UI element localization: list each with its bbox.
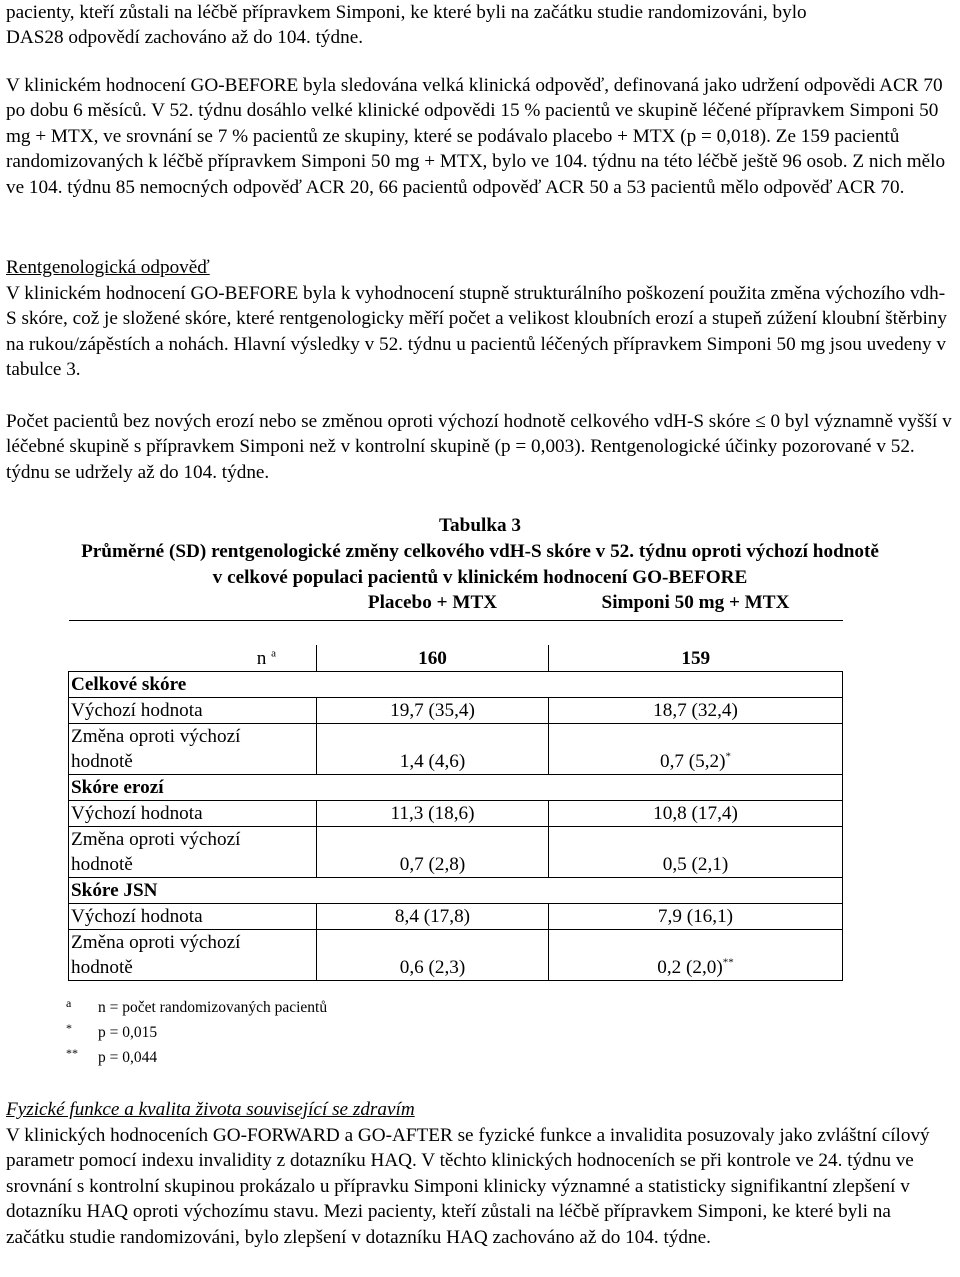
physical-section-text: V klinických hodnoceních GO-FORWARD a GO-AFTER se fyzické funkce a invalidita posuzovaly jako zvláštní cílový parametr pomocí indexu invalidity z dotazníku HAQ. V těchto klinických hodnoceních se při kontrole ve 24. týdnu ve srovnání s kontrolní skupinou prokázalo u přípravku Simponi klinicky významné a statisticky signifikantní zlepšení v dotazníku HAQ oproti výchozímu stavu. Mezi pacienty, kteří zůstali na léčbě přípravkem Simponi, ke které byli na začátku studie randomizováni, bylo zlepšení v dotazníku HAQ zachováno až do 104. týdne.	[6, 1125, 930, 1248]
table-row	[69, 930, 843, 981]
empty-cell	[317, 878, 549, 904]
table-row-group	[69, 775, 843, 801]
change-sup: *	[725, 750, 732, 763]
intro-line-1: pacienty, kteří zůstali na léčbě přípravkem Simponi, ke které byli na začátku studie randomizováni, bylo	[6, 2, 807, 23]
intro-line-2: DAS28 odpovědí zachováno až do 104. týdne.	[6, 27, 364, 49]
n-label: n	[256, 648, 267, 669]
table-row	[69, 801, 843, 827]
change-label-2: hodnotě	[71, 957, 133, 978]
table-row-group	[69, 878, 843, 904]
gap-cell	[69, 621, 317, 646]
table-row	[69, 827, 843, 878]
table-footnote	[66, 1021, 157, 1045]
radio-section-heading	[6, 255, 954, 280]
empty-cell	[317, 775, 549, 801]
n-placebo: 160	[317, 645, 549, 672]
change-label-2: hodnotě	[71, 751, 133, 772]
erosion-paragraph: Počet pacientů bez nových erozí nebo se změnou oproti výchozí hodnotě celkového vdH-S skóre ≤ 0 byl významně vyšší v léčebné skupině s přípravkem Simponi než v kontrolní skupině (p = 0,003). Rentgenologické účinky pozorované v 52. týdnu se udržely až do 104. týdne.	[6, 411, 952, 483]
baseline-label: Výchozí hodnota	[69, 801, 317, 827]
baseline-label: Výchozí hodnota	[69, 698, 317, 724]
results-table	[68, 590, 842, 981]
footnote-mark: **	[66, 1046, 78, 1060]
change-placebo: 1,4 (4,6)	[317, 724, 549, 775]
change-label	[69, 724, 317, 775]
n-sup: a	[271, 647, 276, 660]
radio-heading-text: Rentgenologická odpověď	[6, 257, 210, 278]
change-placebo: 0,7 (2,8)	[317, 827, 549, 878]
table-title-line-2: v celkové populaci pacientů v klinickém hodnocení GO-BEFORE	[212, 567, 748, 588]
empty-cell	[549, 775, 843, 801]
group-name: Celkové skóre	[69, 672, 317, 698]
change-label-1: Změna oproti výchozí	[71, 932, 241, 953]
n-simponi: 159	[549, 645, 843, 672]
change-simponi: 0,5 (2,1)	[662, 854, 729, 875]
table-footnote	[66, 1046, 157, 1070]
change-label	[69, 827, 317, 878]
change-label-1: Změna oproti výchozí	[71, 726, 241, 747]
physical-heading-text: Fyzické funkce a kvalita života související se zdravím	[6, 1099, 415, 1120]
footnote-mark: a	[66, 996, 72, 1010]
acr-paragraph: V klinickém hodnocení GO-BEFORE byla sledována velká klinická odpověď, definovaná jako udržení odpovědi ACR 70 po dobu 6 měsíců. V 52. týdnu dosáhlo velké klinické odpovědi 15 % pacientů ve skupině léčené přípravkem Simponi 50 mg + MTX, ve srovnání se 7 % pacientů ze skupiny, které se podávalo placebo + MTX (p = 0,018). Ze 159 pacientů randomizovaných k léčbě přípravkem Simponi 50 mg + MTX, bylo ve 104. týdnu na této léčbě ještě 96 osob. Z nich mělo ve 104. týdnu 85 nemocných odpověď ACR 20, 66 pacientů odpověď ACR 50 a 53 pacientů mělo odpověď ACR 70.	[6, 75, 946, 198]
baseline-simponi: 10,8 (17,4)	[549, 801, 843, 827]
group-name: Skóre erozí	[69, 775, 317, 801]
empty-cell	[549, 878, 843, 904]
footnote-mark: *	[66, 1021, 72, 1035]
header-placebo: Placebo + MTX	[317, 590, 549, 621]
table-row	[69, 904, 843, 930]
n-label-cell	[69, 645, 317, 672]
baseline-simponi: 7,9 (16,1)	[549, 904, 843, 930]
table-row	[69, 698, 843, 724]
empty-cell	[549, 672, 843, 698]
table-caption: Tabulka 3	[439, 515, 521, 536]
change-sup: **	[722, 956, 734, 969]
gap-cell	[549, 621, 843, 646]
change-simponi-cell	[549, 827, 843, 878]
baseline-simponi: 18,7 (32,4)	[549, 698, 843, 724]
table-row	[69, 724, 843, 775]
baseline-placebo: 11,3 (18,6)	[317, 801, 549, 827]
header-simponi: Simponi 50 mg + MTX	[549, 590, 843, 621]
change-simponi-cell	[549, 724, 843, 775]
change-label-2: hodnotě	[71, 854, 133, 875]
baseline-placebo: 8,4 (17,8)	[317, 904, 549, 930]
baseline-placebo: 19,7 (35,4)	[317, 698, 549, 724]
table-row-n	[69, 645, 843, 672]
intro-paragraph	[6, 0, 954, 51]
radio-section-text: V klinickém hodnocení GO-BEFORE byla k vyhodnocení stupně strukturálního poškození použita změna výchozího vdh-S skóre, což je složené skóre, které rentgenologicky měří počet a velikost kloubních erozí a stupeň zúžení kloubní štěrbiny na rukou/zápěstích a nohách. Hlavní výsledky v 52. týdnu u pacientů léčených přípravkem Simponi 50 mg jsou uvedeny v tabulce 3.	[6, 283, 947, 381]
table-footnote	[66, 996, 327, 1020]
table-title-line-1: Průměrné (SD) rentgenologické změny celkového vdH-S skóre v 52. týdnu oproti výchozí hodnotě	[81, 541, 879, 562]
empty-cell	[317, 672, 549, 698]
footnote-text: n = počet randomizovaných pacientů	[98, 999, 328, 1016]
change-label	[69, 930, 317, 981]
change-simponi: 0,2 (2,0)	[657, 957, 723, 978]
footnote-text: p = 0,015	[98, 1024, 158, 1041]
footnote-text: p = 0,044	[98, 1049, 158, 1066]
change-placebo: 0,6 (2,3)	[317, 930, 549, 981]
group-name: Skóre JSN	[69, 878, 317, 904]
table-row-group	[69, 672, 843, 698]
change-label-1: Změna oproti výchozí	[71, 829, 241, 850]
change-simponi: 0,7 (5,2)	[659, 751, 726, 772]
header-empty-cell	[69, 590, 317, 621]
baseline-label: Výchozí hodnota	[69, 904, 317, 930]
physical-section-heading	[6, 1097, 954, 1122]
change-simponi-cell	[549, 930, 843, 981]
gap-cell	[317, 621, 549, 646]
